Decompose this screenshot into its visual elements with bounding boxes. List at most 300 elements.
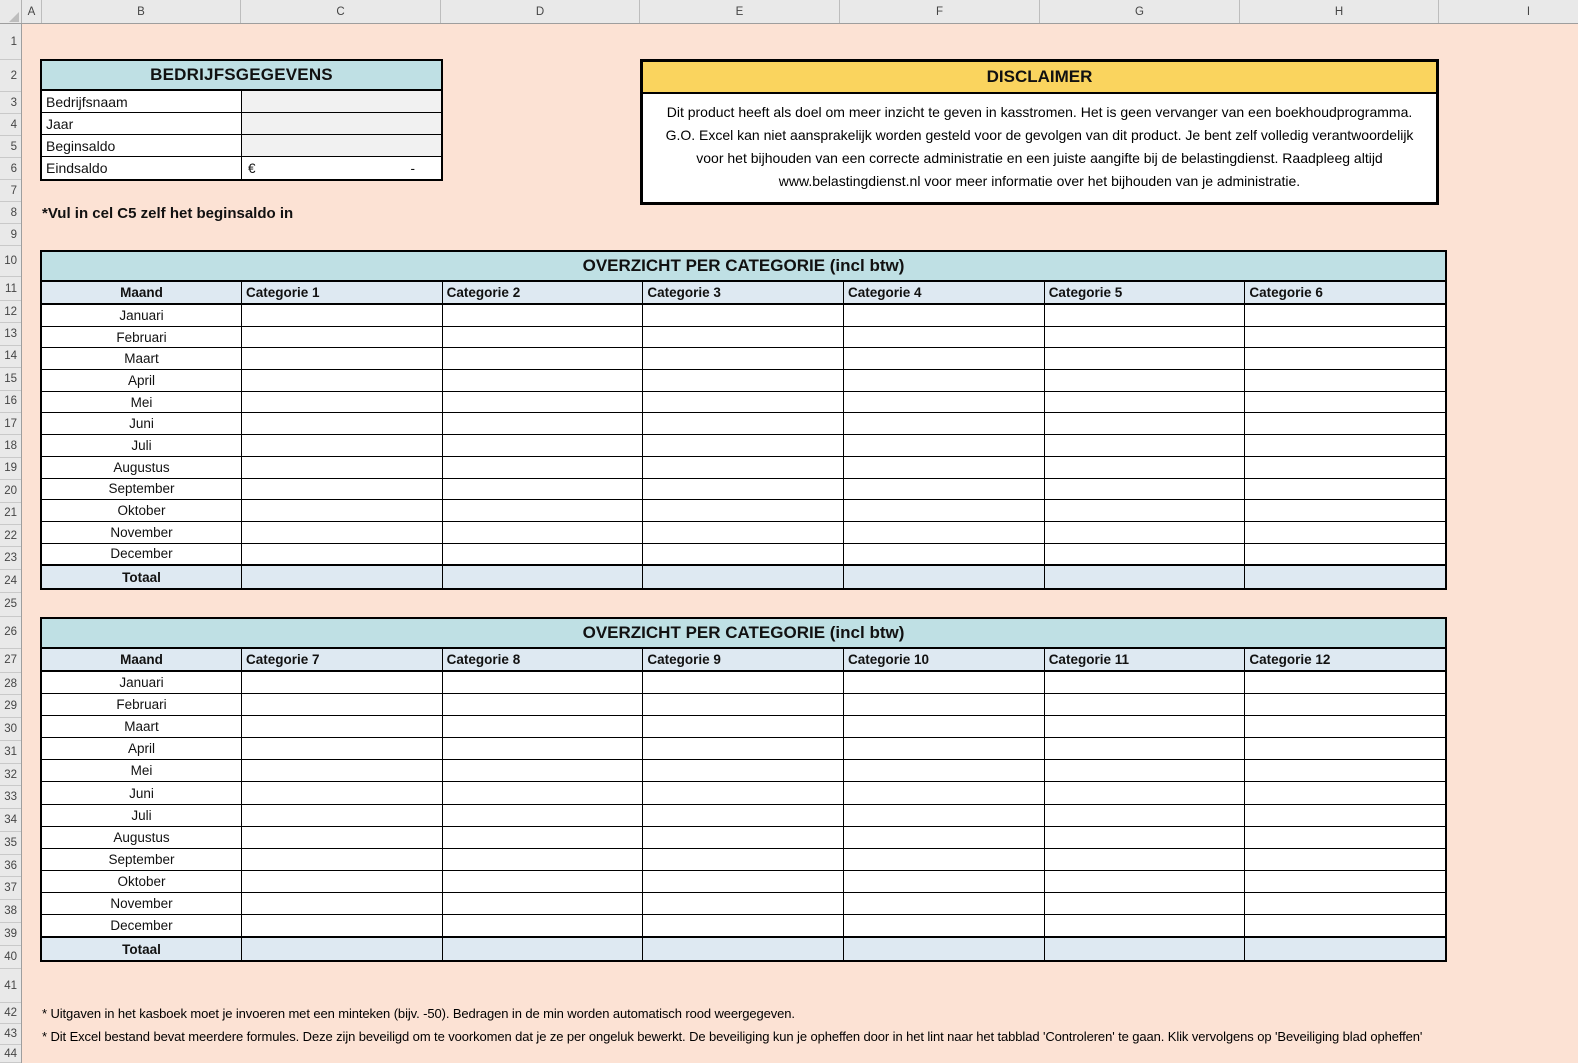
value-cell[interactable]: [1044, 738, 1245, 759]
value-cell[interactable]: [843, 782, 1044, 803]
month-label: November: [110, 524, 173, 540]
value-cell[interactable]: [241, 305, 442, 326]
value-cell[interactable]: [442, 915, 643, 936]
value-cell[interactable]: [843, 849, 1044, 870]
value-cell[interactable]: [1244, 694, 1445, 715]
month-row: [42, 827, 1445, 849]
company-field-label: Beginsaldo: [42, 135, 242, 156]
value-cell[interactable]: [1244, 457, 1445, 478]
row-header-38[interactable]: 38: [0, 900, 21, 923]
value-cell[interactable]: [642, 479, 843, 500]
value-cell[interactable]: [1044, 827, 1245, 848]
value-cell[interactable]: [642, 915, 843, 936]
value-cell[interactable]: [642, 413, 843, 434]
value-cell[interactable]: [241, 413, 442, 434]
row-header-13[interactable]: 13: [0, 323, 21, 345]
category-header: Categorie 8: [442, 649, 643, 670]
value-cell[interactable]: [843, 760, 1044, 781]
total-row: [42, 565, 1445, 588]
value-cell[interactable]: [442, 738, 643, 759]
row-header-29[interactable]: 29: [0, 695, 21, 718]
value-cell[interactable]: [241, 716, 442, 737]
total-value-cell: [1044, 566, 1245, 588]
value-cell[interactable]: [642, 392, 843, 413]
disclaimer-text: Dit product heeft als doel om meer inzicht te geven in kasstromen. Het is geen vervanger van een boekhoudprogramma. G.O. Excel kan niet aansprakelijk worden gesteld voor de gevolgen van dit product. Je bent zelf volledig verantwoordelijk voor het bijhouden van een correcte administratie en een juiste aangifte bij de belastingdienst. Raadpleeg altijd www.belastingdienst.nl voor meer informatie over het bijhouden van je administratie.: [665, 104, 1414, 189]
value-cell[interactable]: [642, 544, 843, 565]
month-row: [42, 413, 1445, 435]
value-cell[interactable]: [241, 522, 442, 543]
value-cell[interactable]: [241, 871, 442, 892]
row-header-40[interactable]: 40: [0, 946, 21, 970]
value-cell[interactable]: [642, 893, 843, 914]
value-cell[interactable]: [442, 392, 643, 413]
company-field-label: Jaar: [42, 113, 242, 134]
value-cell[interactable]: [1244, 370, 1445, 391]
company-field-label: Eindsaldo: [42, 157, 242, 179]
month-label: Juni: [129, 416, 154, 432]
month-label: Maart: [124, 719, 159, 735]
value-cell[interactable]: [642, 871, 843, 892]
value-cell[interactable]: [1244, 500, 1445, 521]
month-label: September: [108, 851, 175, 867]
value-cell[interactable]: [843, 805, 1044, 826]
total-value-cell: [843, 566, 1044, 588]
value-cell[interactable]: [1244, 782, 1445, 803]
value-cell[interactable]: [642, 672, 843, 693]
total-label: Totaal: [122, 941, 161, 957]
beginsaldo-note: *Vul in cel C5 zelf het beginsaldo in: [42, 205, 294, 222]
month-label: Oktober: [117, 503, 166, 519]
column-header-e[interactable]: E: [640, 0, 840, 24]
month-label: Maart: [124, 351, 159, 367]
row-header-10[interactable]: 10: [0, 246, 21, 277]
select-all-triangle-icon: [9, 12, 19, 22]
month-label: September: [108, 481, 175, 497]
value-cell[interactable]: [1244, 392, 1445, 413]
value-cell[interactable]: [241, 327, 442, 348]
month-label: Mei: [130, 763, 153, 779]
value-cell[interactable]: [642, 694, 843, 715]
overview-1-rows: [42, 305, 1445, 588]
row-header-44[interactable]: 44: [0, 1045, 21, 1063]
value-cell[interactable]: [1044, 435, 1245, 456]
currency-symbol: €: [248, 160, 256, 176]
value-cell[interactable]: [241, 392, 442, 413]
value-cell[interactable]: [241, 370, 442, 391]
column-header-i[interactable]: I: [1439, 0, 1578, 24]
value-cell[interactable]: [843, 348, 1044, 369]
month-column-header: Maand: [120, 652, 163, 667]
value-cell[interactable]: [1044, 805, 1245, 826]
value-cell[interactable]: [1044, 672, 1245, 693]
value-cell[interactable]: [241, 479, 442, 500]
value-cell[interactable]: [241, 849, 442, 870]
row-header-11[interactable]: 11: [0, 277, 21, 301]
value-cell[interactable]: [1044, 893, 1245, 914]
overview-2-rows: [42, 672, 1445, 960]
value-cell[interactable]: [843, 893, 1044, 914]
value-cell[interactable]: [241, 348, 442, 369]
value-cell[interactable]: [642, 435, 843, 456]
column-header-b[interactable]: B: [42, 0, 241, 24]
category-header: Categorie 9: [642, 649, 843, 670]
row-header-35[interactable]: 35: [0, 832, 21, 855]
disclaimer-title: DISCLAIMER: [643, 62, 1436, 94]
value-cell[interactable]: [642, 805, 843, 826]
value-cell[interactable]: [241, 782, 442, 803]
value-cell[interactable]: [843, 738, 1044, 759]
month-label: Januari: [119, 307, 164, 323]
row-header-1[interactable]: 1: [0, 24, 21, 60]
company-field-value-cell: [242, 157, 441, 179]
total-label: Totaal: [122, 569, 161, 585]
month-label: Februari: [116, 329, 167, 345]
row-header-41[interactable]: 41: [0, 969, 21, 1003]
overview-1-header-row: [42, 282, 1445, 305]
category-header: Categorie 6: [1244, 282, 1445, 303]
company-row: [42, 113, 441, 135]
month-label: Juli: [131, 807, 152, 823]
value-cell[interactable]: [1044, 392, 1245, 413]
category-header: Categorie 2: [442, 282, 643, 303]
row-header-36[interactable]: 36: [0, 855, 21, 878]
month-label: December: [110, 918, 173, 934]
row-header-33[interactable]: 33: [0, 786, 21, 809]
month-row: [42, 348, 1445, 370]
row-header-6[interactable]: 6: [0, 158, 21, 180]
value-cell[interactable]: [642, 827, 843, 848]
row-header-25[interactable]: 25: [0, 593, 21, 617]
row-header-14[interactable]: 14: [0, 346, 21, 368]
value-cell[interactable]: [442, 522, 643, 543]
value-cell[interactable]: [1044, 694, 1245, 715]
month-row: [42, 694, 1445, 716]
value-cell[interactable]: [1244, 672, 1445, 693]
value-cell[interactable]: [1044, 522, 1245, 543]
row-header-27[interactable]: 27: [0, 649, 21, 673]
row-header-30[interactable]: 30: [0, 718, 21, 741]
row-header-7[interactable]: 7: [0, 180, 21, 202]
value-cell[interactable]: [1244, 716, 1445, 737]
total-value-cell: [1244, 566, 1445, 588]
company-field-value-cell[interactable]: [242, 113, 441, 134]
month-row: [42, 760, 1445, 782]
value-cell[interactable]: [241, 915, 442, 936]
month-row: [42, 915, 1445, 937]
value-cell[interactable]: [1244, 893, 1445, 914]
column-header-h[interactable]: H: [1240, 0, 1439, 24]
value-cell[interactable]: [241, 805, 442, 826]
month-label: December: [110, 546, 173, 562]
row-header-23[interactable]: 23: [0, 547, 21, 569]
total-value-cell: [1044, 938, 1245, 960]
row-header-28[interactable]: 28: [0, 673, 21, 696]
footnote-protected-formulas: * Dit Excel bestand bevat meerdere formules. Deze zijn beveiligd om te voorkomen dat je ze per ongeluk bewerkt. De beveiliging kun je opheffen door in het lint naar het tabblad 'Controleren' te gaan. Klik vervolgens op 'Beveiliging blad opheffen': [42, 1029, 1423, 1044]
row-header-9[interactable]: 9: [0, 224, 21, 246]
month-row: [42, 435, 1445, 457]
value-cell[interactable]: [442, 672, 643, 693]
value-cell[interactable]: [642, 782, 843, 803]
company-field-value-cell[interactable]: [242, 91, 441, 112]
value-cell[interactable]: [1244, 849, 1445, 870]
row-headers: [0, 24, 22, 1063]
month-label: Februari: [116, 697, 167, 713]
row-header-43[interactable]: 43: [0, 1024, 21, 1045]
month-row: [42, 544, 1445, 566]
value-cell[interactable]: [442, 849, 643, 870]
month-row: [42, 782, 1445, 804]
row-header-21[interactable]: 21: [0, 503, 21, 525]
disclaimer-box: [640, 59, 1439, 205]
row-header-2[interactable]: 2: [0, 60, 21, 92]
value-cell[interactable]: [843, 327, 1044, 348]
value-cell[interactable]: [442, 871, 643, 892]
company-field-label: Bedrijfsnaam: [42, 91, 242, 112]
column-headers: [0, 0, 1578, 24]
row-header-39[interactable]: 39: [0, 923, 21, 946]
value-cell[interactable]: [1044, 760, 1245, 781]
month-row: [42, 716, 1445, 738]
value-cell[interactable]: [442, 370, 643, 391]
value-cell[interactable]: [1244, 305, 1445, 326]
row-header-3[interactable]: 3: [0, 92, 21, 114]
value-cell[interactable]: [843, 915, 1044, 936]
value-cell[interactable]: [1044, 370, 1245, 391]
month-row: [42, 500, 1445, 522]
column-header-c[interactable]: C: [241, 0, 441, 24]
value-cell[interactable]: [1044, 849, 1245, 870]
value-cell[interactable]: [241, 457, 442, 478]
value-cell[interactable]: [1044, 348, 1245, 369]
row-header-32[interactable]: 32: [0, 764, 21, 787]
value-cell[interactable]: [1244, 544, 1445, 565]
value-cell[interactable]: [241, 435, 442, 456]
category-header: Categorie 3: [642, 282, 843, 303]
value-cell[interactable]: [642, 457, 843, 478]
value-cell[interactable]: [241, 694, 442, 715]
row-header-34[interactable]: 34: [0, 809, 21, 832]
overview-table-2: [40, 617, 1447, 962]
row-header-19[interactable]: 19: [0, 458, 21, 480]
value-cell[interactable]: [442, 760, 643, 781]
row-header-16[interactable]: 16: [0, 391, 21, 413]
value-cell[interactable]: [1044, 305, 1245, 326]
month-column-header: Maand: [120, 285, 163, 300]
value-cell[interactable]: [843, 479, 1044, 500]
value-cell[interactable]: [1244, 915, 1445, 936]
value-cell[interactable]: [642, 370, 843, 391]
total-value-cell: [241, 566, 442, 588]
month-label: Augustus: [113, 829, 170, 845]
column-header-g[interactable]: G: [1040, 0, 1240, 24]
value-cell[interactable]: [442, 435, 643, 456]
value-cell[interactable]: [642, 522, 843, 543]
row-header-17[interactable]: 17: [0, 413, 21, 435]
value-cell[interactable]: [843, 716, 1044, 737]
value-cell[interactable]: [1244, 327, 1445, 348]
month-row: [42, 871, 1445, 893]
category-header: Categorie 7: [241, 649, 442, 670]
value-cell[interactable]: [442, 716, 643, 737]
row-header-15[interactable]: 15: [0, 368, 21, 390]
select-all-corner[interactable]: [0, 0, 22, 24]
row-header-18[interactable]: 18: [0, 435, 21, 457]
month-row: [42, 392, 1445, 414]
row-header-22[interactable]: 22: [0, 525, 21, 547]
value-cell[interactable]: [442, 305, 643, 326]
overview-2-header-row: [42, 649, 1445, 672]
value-cell[interactable]: [241, 738, 442, 759]
value-cell[interactable]: [843, 694, 1044, 715]
value-cell[interactable]: [241, 672, 442, 693]
category-header: Categorie 10: [843, 649, 1044, 670]
value-cell[interactable]: [442, 327, 643, 348]
row-header-12[interactable]: 12: [0, 301, 21, 323]
value-cell[interactable]: [843, 435, 1044, 456]
value-cell[interactable]: [241, 500, 442, 521]
value-cell[interactable]: [1244, 522, 1445, 543]
month-label: Januari: [119, 675, 164, 691]
company-info-table: [40, 59, 443, 181]
category-header: Categorie 1: [241, 282, 442, 303]
value-cell[interactable]: [1044, 479, 1245, 500]
row-header-24[interactable]: 24: [0, 570, 21, 593]
value-cell[interactable]: [843, 827, 1044, 848]
column-header-a[interactable]: A: [22, 0, 42, 24]
row-header-20[interactable]: 20: [0, 480, 21, 502]
value-cell[interactable]: [442, 827, 643, 848]
company-row: [42, 157, 441, 179]
month-row: [42, 479, 1445, 501]
company-row: [42, 91, 441, 113]
month-label: Augustus: [113, 459, 170, 475]
month-row: [42, 849, 1445, 871]
value-cell[interactable]: [843, 370, 1044, 391]
value-cell[interactable]: [1044, 782, 1245, 803]
month-label: Juli: [131, 437, 152, 453]
value-cell[interactable]: [1044, 500, 1245, 521]
value-cell[interactable]: [1244, 348, 1445, 369]
value-cell[interactable]: [442, 457, 643, 478]
value-cell[interactable]: [1044, 915, 1245, 936]
value-cell[interactable]: [442, 500, 643, 521]
overview-1-title: OVERZICHT PER CATEGORIE (incl btw): [42, 252, 1445, 282]
value-cell[interactable]: [442, 413, 643, 434]
column-header-d[interactable]: D: [441, 0, 640, 24]
value-cell[interactable]: [1244, 827, 1445, 848]
month-label: Juni: [129, 785, 154, 801]
row-header-4[interactable]: 4: [0, 114, 21, 136]
row-header-37[interactable]: 37: [0, 877, 21, 900]
value-cell[interactable]: [843, 522, 1044, 543]
total-row: [42, 937, 1445, 960]
amount-value: -: [410, 160, 415, 176]
month-row: [42, 522, 1445, 544]
value-cell[interactable]: [442, 694, 643, 715]
company-field-value-cell[interactable]: [242, 135, 441, 156]
month-row: [42, 370, 1445, 392]
value-cell[interactable]: [1244, 738, 1445, 759]
value-cell[interactable]: [442, 544, 643, 565]
value-cell[interactable]: [442, 348, 643, 369]
month-row: [42, 672, 1445, 694]
value-cell[interactable]: [642, 500, 843, 521]
overview-table-1: [40, 250, 1447, 590]
value-cell[interactable]: [241, 827, 442, 848]
month-row: [42, 305, 1445, 327]
value-cell[interactable]: [843, 871, 1044, 892]
company-info-body: [42, 91, 441, 179]
row-header-8[interactable]: 8: [0, 202, 21, 224]
column-header-f[interactable]: F: [840, 0, 1040, 24]
company-info-title: BEDRIJFSGEGEVENS: [42, 61, 441, 91]
value-cell[interactable]: [1044, 457, 1245, 478]
total-value-cell: [442, 566, 643, 588]
total-value-cell: [642, 938, 843, 960]
total-value-cell: [241, 938, 442, 960]
value-cell[interactable]: [1044, 413, 1245, 434]
row-header-5[interactable]: 5: [0, 136, 21, 158]
value-cell[interactable]: [241, 760, 442, 781]
row-header-31[interactable]: 31: [0, 741, 21, 764]
value-cell[interactable]: [241, 893, 442, 914]
month-label: Oktober: [117, 873, 166, 889]
value-cell[interactable]: [1244, 871, 1445, 892]
value-cell[interactable]: [442, 805, 643, 826]
month-row: [42, 738, 1445, 760]
value-cell[interactable]: [843, 500, 1044, 521]
value-cell[interactable]: [642, 348, 843, 369]
month-label: April: [127, 741, 155, 757]
value-cell[interactable]: [843, 413, 1044, 434]
value-cell[interactable]: [642, 760, 843, 781]
total-value-cell: [642, 566, 843, 588]
category-header: Categorie 11: [1044, 649, 1245, 670]
value-cell[interactable]: [442, 782, 643, 803]
month-label: Mei: [130, 394, 153, 410]
month-row: [42, 457, 1445, 479]
value-cell[interactable]: [442, 479, 643, 500]
footnote-negative-amounts: * Uitgaven in het kasboek moet je invoeren met een minteken (bijv. -50). Bedragen in de min worden automatisch rood weergegeven.: [42, 1006, 795, 1021]
value-cell[interactable]: [642, 849, 843, 870]
row-header-42[interactable]: 42: [0, 1003, 21, 1024]
value-cell[interactable]: [1044, 871, 1245, 892]
category-header: Categorie 5: [1044, 282, 1245, 303]
total-value-cell: [1244, 938, 1445, 960]
value-cell[interactable]: [1244, 435, 1445, 456]
value-cell[interactable]: [1044, 544, 1245, 565]
value-cell[interactable]: [642, 305, 843, 326]
value-cell[interactable]: [241, 544, 442, 565]
value-cell[interactable]: [1044, 716, 1245, 737]
value-cell[interactable]: [1044, 327, 1245, 348]
value-cell[interactable]: [1244, 760, 1445, 781]
value-cell[interactable]: [1244, 479, 1445, 500]
value-cell[interactable]: [442, 893, 643, 914]
value-cell[interactable]: [843, 457, 1044, 478]
value-cell[interactable]: [843, 305, 1044, 326]
value-cell[interactable]: [642, 738, 843, 759]
value-cell[interactable]: [843, 672, 1044, 693]
row-header-26[interactable]: 26: [0, 617, 21, 649]
value-cell[interactable]: [642, 716, 843, 737]
value-cell[interactable]: [843, 392, 1044, 413]
value-cell[interactable]: [1244, 805, 1445, 826]
value-cell[interactable]: [843, 544, 1044, 565]
value-cell[interactable]: [642, 327, 843, 348]
value-cell[interactable]: [1244, 413, 1445, 434]
total-value-cell: [442, 938, 643, 960]
